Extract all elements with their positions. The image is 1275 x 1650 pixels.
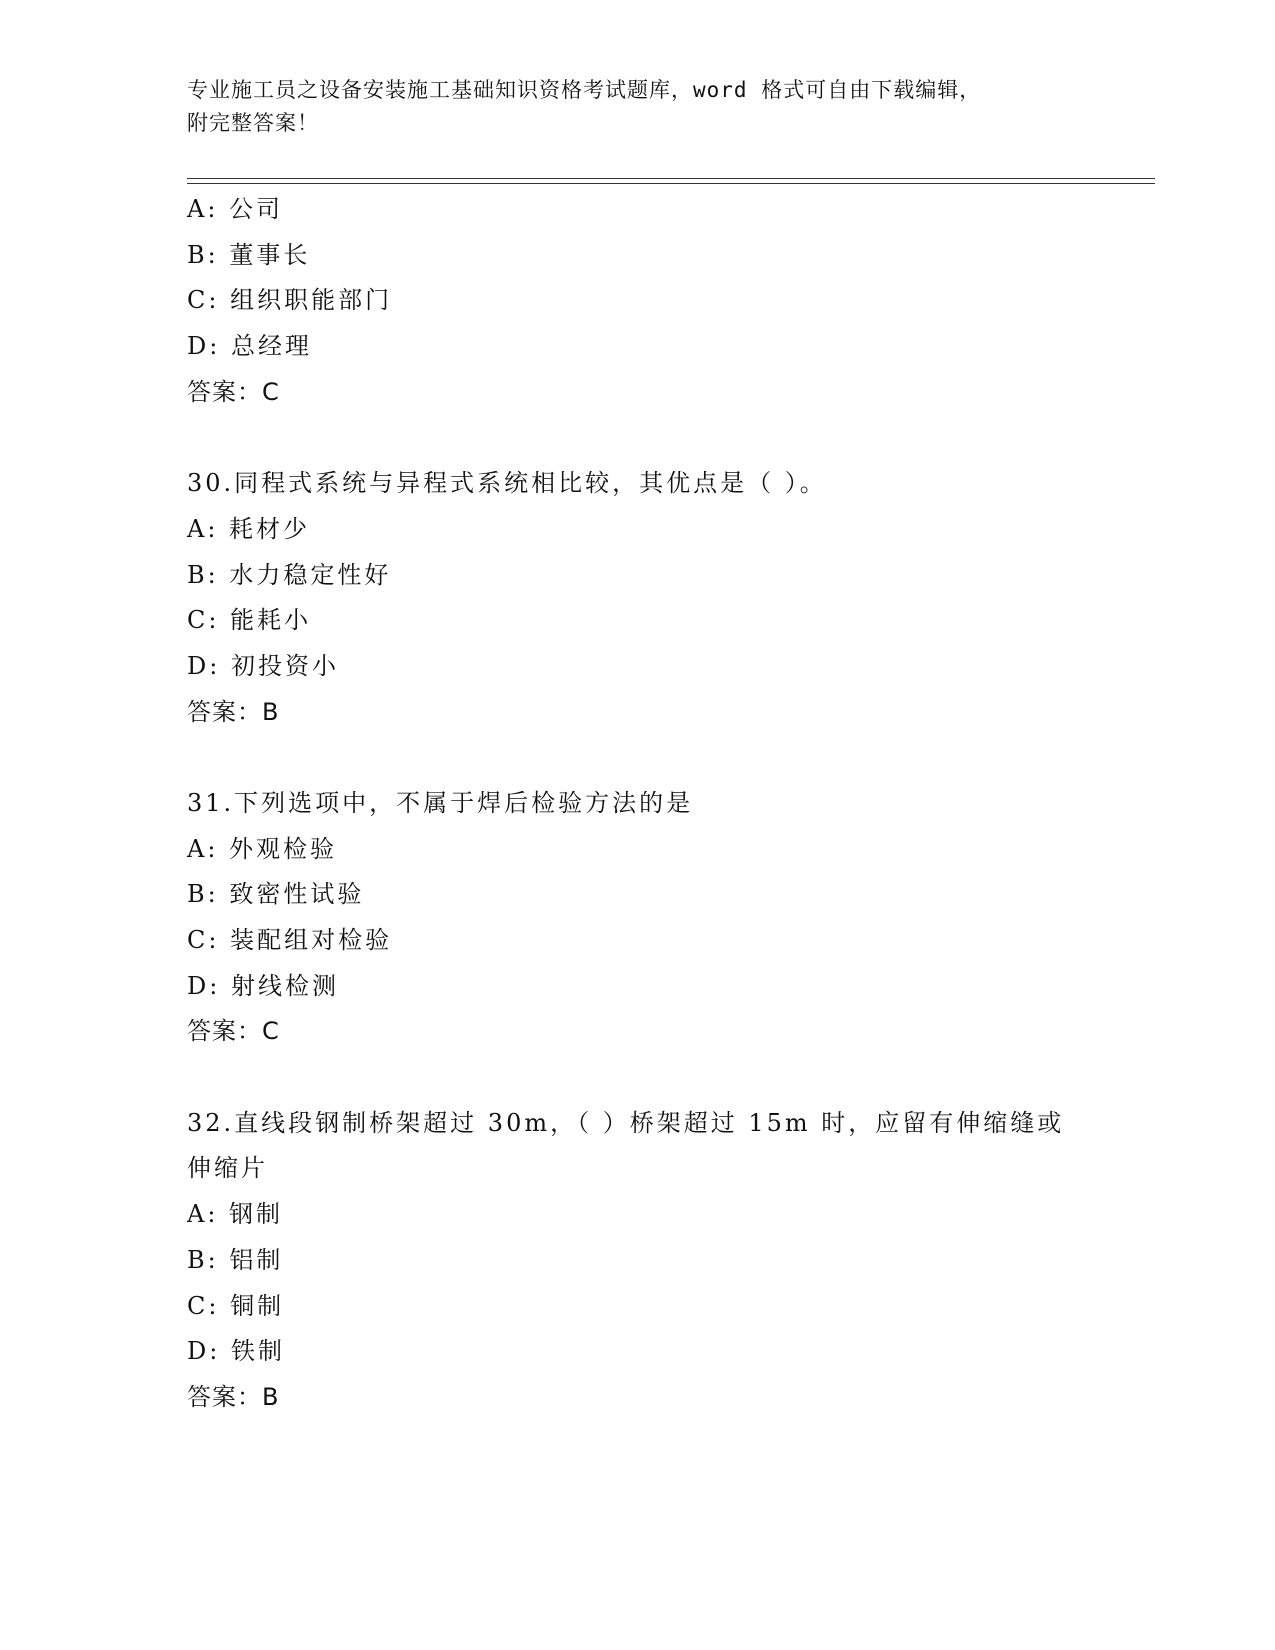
question-32-option-c: C: 铜制 (187, 1291, 285, 1320)
question-30-option-c: C: 能耗小 (187, 606, 312, 635)
header-title-line-2: 附完整答案！ (187, 111, 319, 135)
question-31-answer: 答案：C (187, 1017, 280, 1046)
question-32-stem-line-1: 32.直线段钢制桥架超过 30m，（ ）桥架超过 15m 时，应留有伸缩缝或 (187, 1108, 1065, 1137)
question-31-option-c: C: 装配组对检验 (187, 926, 393, 954)
document-header (187, 74, 1087, 140)
question-30-option-b: B: 水力稳定性好 (187, 560, 392, 589)
question-29-option-a: A: 公司 (187, 195, 284, 223)
question-32-answer: 答案：B (187, 1382, 280, 1411)
question-30-option-d: D: 初投资小 (187, 651, 339, 680)
question-30-option-a: A: 耗材少 (187, 514, 311, 543)
question-spacer (187, 1055, 1107, 1101)
question-30 (187, 461, 1107, 735)
question-spacer (187, 735, 1107, 781)
question-31 (187, 781, 1107, 1055)
question-31-option-a: A: 外观检验 (187, 834, 338, 863)
question-32-option-a: A: 钢制 (187, 1200, 284, 1229)
question-29-option-b: B: 董事长 (187, 240, 311, 269)
question-29-option-c: C: 组织职能部门 (187, 286, 393, 315)
question-30-answer: 答案：B (187, 697, 280, 726)
question-32-option-d: D: 铁制 (187, 1337, 285, 1366)
question-32-option-b: B: 铝制 (187, 1245, 284, 1274)
header-title-line-1: 专业施工员之设备安装施工基础知识资格考试题库，word 格式可自由下载编辑， (187, 78, 982, 102)
header-divider-top (187, 178, 1155, 179)
question-32-stem-line-2: 伸缩片 (187, 1154, 268, 1183)
question-29-answer: 答案：C (187, 377, 280, 406)
question-31-option-d: D: 射线检测 (187, 971, 339, 1000)
question-29-option-d: D: 总经理 (187, 332, 312, 361)
question-list (187, 187, 1107, 1421)
question-32 (187, 1101, 1107, 1421)
question-29 (187, 187, 1107, 415)
header-divider-bottom (187, 183, 1155, 184)
question-31-stem: 31.下列选项中，不属于焊后检验方法的是 (187, 788, 694, 817)
question-31-option-b: B: 致密性试验 (187, 880, 365, 909)
question-spacer (187, 415, 1107, 461)
question-30-stem: 30.同程式系统与异程式系统相比较，其优点是（ ）。 (187, 469, 827, 498)
